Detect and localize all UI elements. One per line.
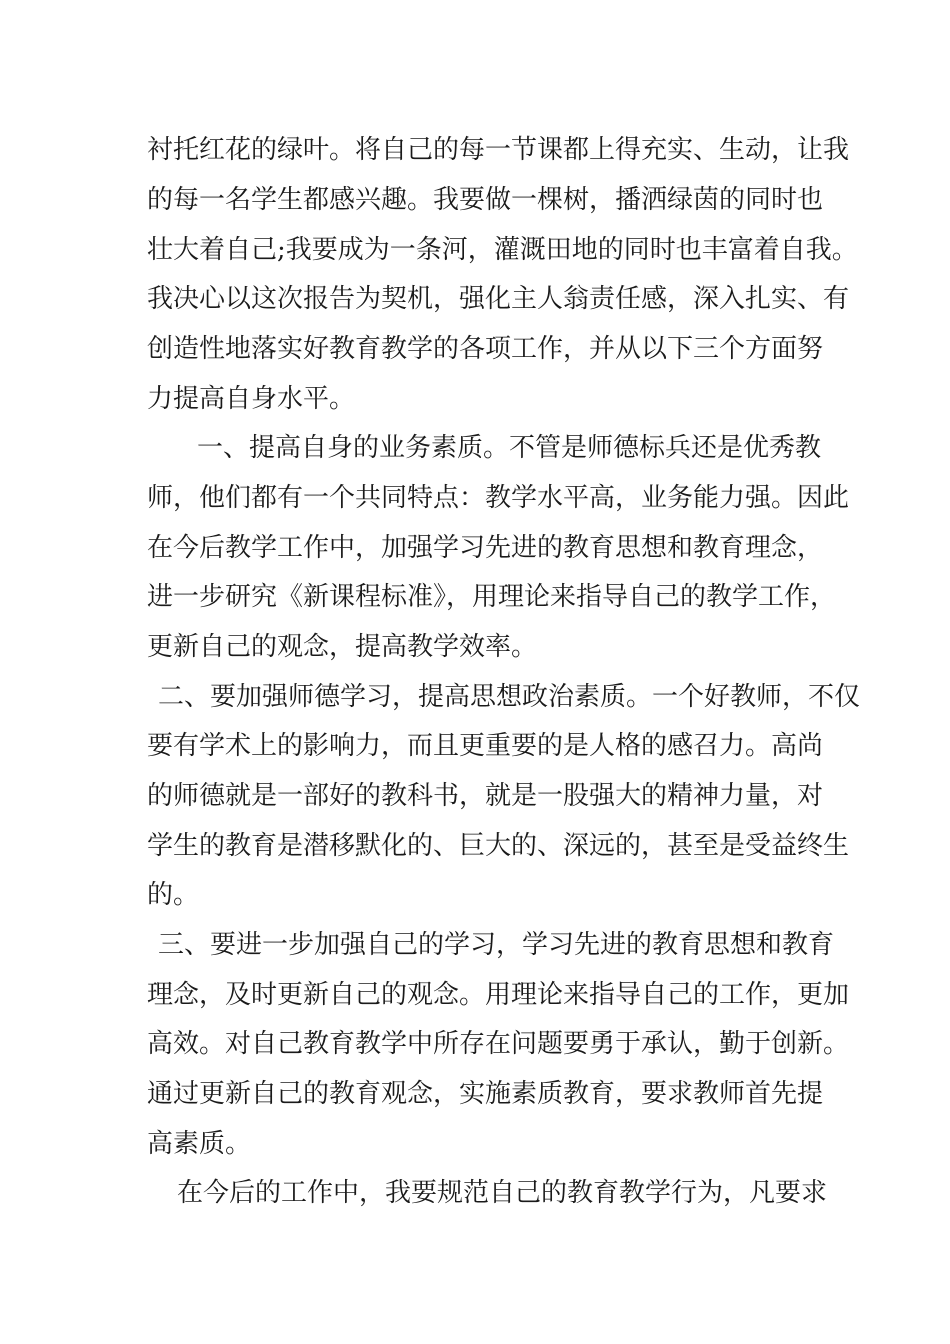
text-line: 理念，及时更新自己的观念。用理论来指导自己的工作，更加	[147, 980, 850, 1010]
text-line: 的。	[147, 880, 200, 910]
text-line: 高效。对自己教育教学中所存在问题要勇于承认，勤于创新。	[147, 1029, 850, 1059]
text-line: 更新自己的观念，提高教学效率。	[147, 632, 538, 662]
paragraph-heading-2: 二、要加强师德学习，提高思想政治素质。一个好教师，不仅	[158, 682, 861, 712]
text-line: 力提高自身水平。	[147, 384, 356, 414]
text-line: 的师德就是一部好的教科书，就是一股强大的精神力量，对	[147, 781, 824, 811]
text-line: 创造性地落实好教育教学的各项工作，并从以下三个方面努	[147, 334, 824, 364]
text-line: 我决心以这次报告为契机，强化主人翁责任感，深入扎实、有	[147, 284, 850, 314]
text-line: 高素质。	[147, 1129, 252, 1159]
text-line: 要有学术上的影响力，而且更重要的是人格的感召力。高尚	[147, 731, 824, 761]
paragraph-heading-3: 三、要进一步加强自己的学习，学习先进的教育思想和教育	[158, 930, 835, 960]
paragraph-start: 在今后的工作中，我要规范自己的教育教学行为，凡要求	[177, 1178, 828, 1208]
text-line: 衬托红花的绿叶。将自己的每一节课都上得充实、生动，让我	[147, 135, 850, 165]
text-line: 师，他们都有一个共同特点：教学水平高，业务能力强。因此	[147, 483, 850, 513]
text-line: 的每一名学生都感兴趣。我要做一棵树，播洒绿茵的同时也	[147, 185, 824, 215]
text-line: 通过更新自己的教育观念，实施素质教育，要求教师首先提	[147, 1079, 824, 1109]
text-line: 在今后教学工作中，加强学习先进的教育思想和教育理念，	[147, 533, 824, 563]
text-line: 壮大着自己;我要成为一条河，灌溉田地的同时也丰富着自我。	[147, 235, 858, 265]
paragraph-heading-1: 一、提高自身的业务素质。不管是师德标兵还是优秀教	[197, 433, 822, 463]
text-line: 学生的教育是潜移默化的、巨大的、深远的，甚至是受益终生	[147, 831, 850, 861]
text-line: 进一步研究《新课程标准》，用理论来指导自己的教学工作，	[147, 582, 837, 612]
